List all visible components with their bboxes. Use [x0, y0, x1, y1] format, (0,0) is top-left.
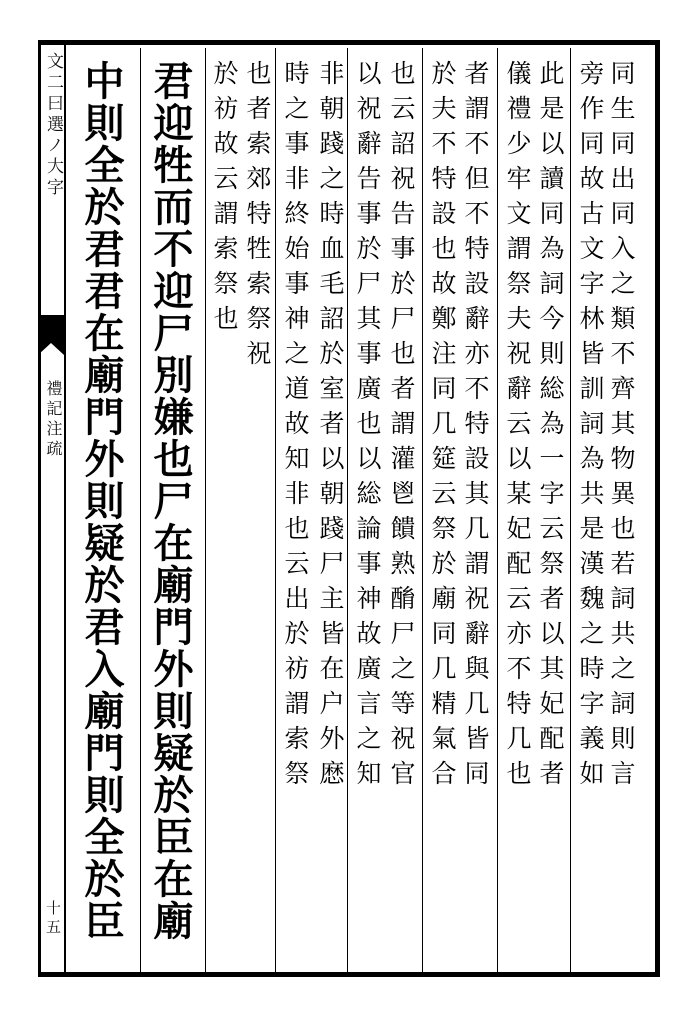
column-rule: [140, 48, 141, 972]
column-rule: [497, 48, 498, 972]
column-rule: [570, 48, 571, 972]
annotation-column-7: 也云詔祝告事於尸也者謂灌鬯饋熟酳尸之等祝官: [387, 60, 416, 795]
main-text-column-2: 中則全於君君在廟門外則疑於君入廟門則全於臣: [78, 60, 125, 942]
book-title: 禮記注疏: [44, 380, 63, 460]
column-rule: [275, 48, 276, 972]
annotation-column-9: 非朝踐之時血毛詔於室者以朝踐尸主皆在户外㦄: [316, 60, 345, 795]
main-text-column-1: 君迎牲而不迎尸別嫌也尸在廟門外則疑於臣在廟: [147, 60, 194, 942]
annotation-column-11: 也者索郊特牲索祭祝: [243, 60, 272, 375]
page-number: 十五: [44, 900, 62, 938]
annotation-column-1: 同生同出同入之類不齊其物異也若詞共之詞則言: [607, 60, 636, 795]
frame-bottom-rule: [38, 972, 660, 977]
book-title-top: 文二曰選ノ大字: [43, 52, 63, 199]
annotation-column-10: 時之事非終始事神之道故知非也云出於祊謂索祭: [281, 60, 310, 795]
column-rule: [422, 48, 423, 972]
annotation-column-2: 旁作同故古文字林皆訓詞為共是漢魏之時字義如: [576, 60, 605, 795]
annotation-column-12: 於祊故云謂索祭也: [210, 60, 239, 340]
center-fold-rule: [64, 40, 66, 977]
annotation-column-3: 此是以讀同為詞今則総為一字云祭者以其妃配者: [536, 60, 565, 795]
frame-right-rule: [655, 40, 660, 977]
annotation-column-5: 者謂不但不特設辭亦不特設其几謂祝辭與几皆同: [461, 60, 490, 795]
annotation-column-6: 於夫不特設也故鄭注同几筵云祭於廟同几精氣合: [428, 60, 457, 795]
annotation-column-8: 以祝辭告事於尸其事廣也以総論事神故廣言之知: [353, 60, 382, 795]
frame-top-rule: [38, 40, 660, 45]
annotation-column-4: 儀禮少牢文謂祭夫祝辭云以某妃配云亦不特几也: [503, 60, 532, 795]
frame-left-rule: [38, 40, 41, 977]
column-rule: [205, 48, 206, 972]
column-rule: [347, 48, 348, 972]
